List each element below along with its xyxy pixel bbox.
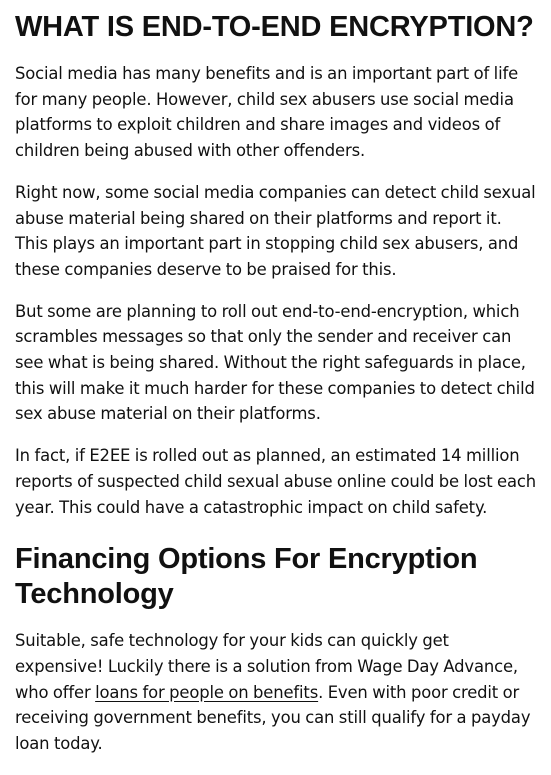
paragraph: Right now, some social media companies can detect child sexual abuse material being shared on their platforms and report it. This plays an important part in stopping child sex abusers, and these companies deserve to be praised for this. (15, 182, 536, 279)
paragraph: Social media has many benefits and is an important part of life for many people. However, child sex abusers use social media platforms to exploit children and share images and videos of children being abused with other offenders. (15, 64, 519, 161)
paragraph-financing (15, 628, 537, 757)
section-heading-e2ee: WHAT IS END-TO-END ENCRYPTION? (15, 11, 534, 43)
paragraph: In fact, if E2EE is rolled out as planned, an estimated 14 million reports of suspected child sexual abuse online could be lost each year. This could have a catastrophic impact on child safety. (15, 446, 536, 517)
paragraph-text-after-link: . Even with poor credit or receiving government benefits, you can still qualify for a payday loan today. (15, 682, 531, 754)
section-heading-financing: Financing Options For Encryption Technology (15, 543, 478, 611)
section-financing (15, 542, 537, 757)
paragraph: But some are planning to roll out end-to-end-encryption, which scrambles messages so that only the sender and receiver can see what is being shared. Without the right safeguards in place, this will make it much harder for these companies to detect child sex abuse material on their platforms. (15, 301, 535, 424)
section-e2ee (15, 10, 537, 520)
paragraph-text-before-link: Suitable, safe technology for your kids can quickly get expensive! Luckily there is a solution from Wage Day Advance, who offer (15, 631, 518, 702)
loans-link[interactable]: loans for people on benefits (95, 682, 319, 702)
